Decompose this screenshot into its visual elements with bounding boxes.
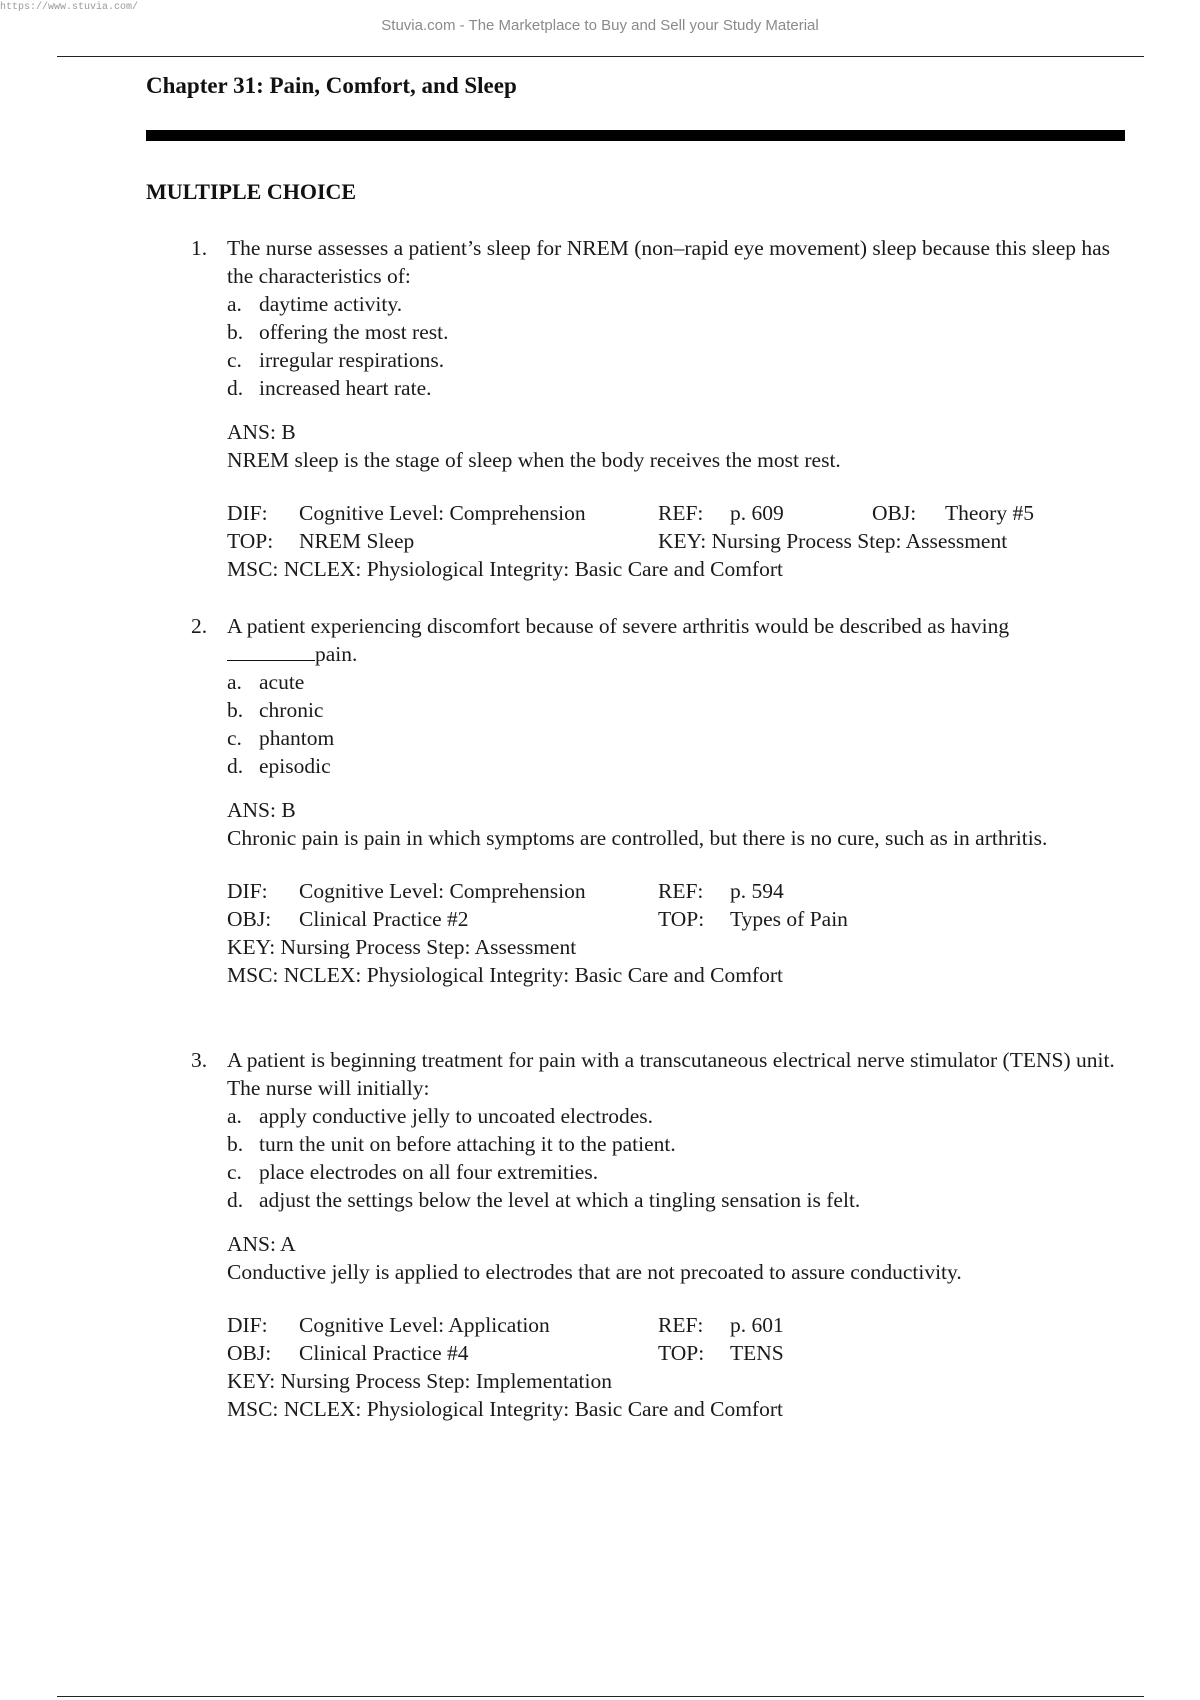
question-1 <box>146 234 1121 583</box>
top-value: Types of Pain <box>730 907 848 931</box>
option-b <box>227 1130 1121 1158</box>
rationale: Chronic pain is pain in which symptoms are controlled, but there is no cure, such as in arthritis. <box>227 826 1048 850</box>
title-bar-divider <box>146 130 1125 141</box>
option-a <box>227 668 1121 696</box>
option-b <box>227 696 1121 724</box>
option-letter: d. <box>227 376 244 400</box>
question-number: 1. <box>191 236 208 260</box>
top-value: TENS <box>730 1341 784 1365</box>
ref-label: REF: <box>658 501 704 525</box>
option-letter: a. <box>227 1104 242 1128</box>
ref-value: p. 594 <box>730 879 784 903</box>
metadata-block <box>227 877 1121 989</box>
option-letter: c. <box>227 1160 242 1184</box>
option-letter: d. <box>227 1188 244 1212</box>
option-text: turn the unit on before attaching it to the patient. <box>259 1132 676 1156</box>
source-url: https://www.stuvia.com/ <box>0 2 139 13</box>
footer-rule <box>57 1696 1144 1697</box>
option-c <box>227 1158 1121 1186</box>
obj-label: OBJ: <box>227 1341 272 1365</box>
rationale: Conductive jelly is applied to electrodes that are not precoated to assure conductivity. <box>227 1260 962 1284</box>
ref-value: p. 609 <box>730 501 784 525</box>
question-text: The nurse assesses a patient’s sleep for NREM (non–rapid eye movement) sleep because this sleep has the characteristics of: <box>227 236 1111 288</box>
answer-block <box>227 418 1121 474</box>
header-rule <box>57 56 1144 57</box>
ref-label: REF: <box>658 1313 704 1337</box>
top-label: TOP: <box>658 907 705 931</box>
answer-blank <box>227 642 315 661</box>
option-text: irregular respirations. <box>259 348 445 372</box>
option-text: place electrodes on all four extremities. <box>259 1160 599 1184</box>
question-3 <box>146 1046 1121 1423</box>
dif-value: Cognitive Level: Application <box>299 1313 550 1337</box>
option-letter: d. <box>227 754 244 778</box>
question-number: 3. <box>191 1048 208 1072</box>
key-line: KEY: Nursing Process Step: Assessment <box>658 529 1008 553</box>
question-text-end: pain. <box>315 642 358 666</box>
option-text: adjust the settings below the level at which a tingling sensation is felt. <box>259 1188 861 1212</box>
option-d <box>227 374 1121 402</box>
dif-value: Cognitive Level: Comprehension <box>299 879 586 903</box>
answer-key: ANS: A <box>227 1232 296 1256</box>
option-d <box>227 1186 1121 1214</box>
obj-label: OBJ: <box>872 501 917 525</box>
question-text: A patient is beginning treatment for pain with a transcutaneous electrical nerve stimulator (TENS) unit. The nurse will initially: <box>227 1048 1115 1100</box>
option-letter: b. <box>227 1132 244 1156</box>
top-label: TOP: <box>227 529 274 553</box>
dif-label: DIF: <box>227 879 268 903</box>
key-line: KEY: Nursing Process Step: Implementation <box>227 1369 612 1393</box>
option-letter: b. <box>227 320 244 344</box>
option-letter: a. <box>227 292 242 316</box>
option-text: offering the most rest. <box>259 320 449 344</box>
obj-value: Clinical Practice #2 <box>299 907 469 931</box>
option-letter: c. <box>227 726 242 750</box>
dif-label: DIF: <box>227 1313 268 1337</box>
option-text: increased heart rate. <box>259 376 432 400</box>
option-letter: c. <box>227 348 242 372</box>
question-stem <box>146 612 1121 668</box>
metadata-block <box>227 499 1121 583</box>
answer-key: ANS: B <box>227 420 296 444</box>
chapter-title: Chapter 31: Pain, Comfort, and Sleep <box>146 73 517 98</box>
rationale: NREM sleep is the stage of sleep when the body receives the most rest. <box>227 448 841 472</box>
option-list <box>227 668 1121 780</box>
option-letter: b. <box>227 698 244 722</box>
dif-value: Cognitive Level: Comprehension <box>299 501 586 525</box>
option-text: apply conductive jelly to uncoated electrodes. <box>259 1104 654 1128</box>
obj-value: Theory #5 <box>945 501 1034 525</box>
option-text: episodic <box>259 754 331 778</box>
msc-line: MSC: NCLEX: Physiological Integrity: Basic Care and Comfort <box>227 1397 783 1421</box>
option-a <box>227 290 1121 318</box>
section-title: MULTIPLE CHOICE <box>146 179 357 204</box>
ref-label: REF: <box>658 879 704 903</box>
option-c <box>227 346 1121 374</box>
option-letter: a. <box>227 670 242 694</box>
option-list <box>227 1102 1121 1214</box>
question-number: 2. <box>191 614 208 638</box>
option-c <box>227 724 1121 752</box>
answer-block <box>227 1230 1121 1286</box>
answer-block <box>227 796 1121 852</box>
question-text: A patient experiencing discomfort because of severe arthritis would be described as having <box>227 614 1010 638</box>
msc-line: MSC: NCLEX: Physiological Integrity: Basic Care and Comfort <box>227 963 783 987</box>
option-a <box>227 1102 1121 1130</box>
option-text: daytime activity. <box>259 292 403 316</box>
top-value: NREM Sleep <box>299 529 415 553</box>
option-b <box>227 318 1121 346</box>
obj-label: OBJ: <box>227 907 272 931</box>
option-list <box>227 290 1121 402</box>
top-label: TOP: <box>658 1341 705 1365</box>
question-stem <box>146 1046 1121 1102</box>
option-text: acute <box>259 670 305 694</box>
ref-value: p. 601 <box>730 1313 784 1337</box>
question-stem <box>146 234 1121 290</box>
key-line: KEY: Nursing Process Step: Assessment <box>227 935 577 959</box>
msc-line: MSC: NCLEX: Physiological Integrity: Basic Care and Comfort <box>227 557 783 581</box>
option-d <box>227 752 1121 780</box>
answer-key: ANS: B <box>227 798 296 822</box>
question-2 <box>146 612 1121 989</box>
option-text: chronic <box>259 698 324 722</box>
option-text: phantom <box>259 726 335 750</box>
dif-label: DIF: <box>227 501 268 525</box>
site-header: Stuvia.com - The Marketplace to Buy and Sell your Study Material <box>381 17 819 34</box>
obj-value: Clinical Practice #4 <box>299 1341 469 1365</box>
metadata-block <box>227 1311 1121 1423</box>
